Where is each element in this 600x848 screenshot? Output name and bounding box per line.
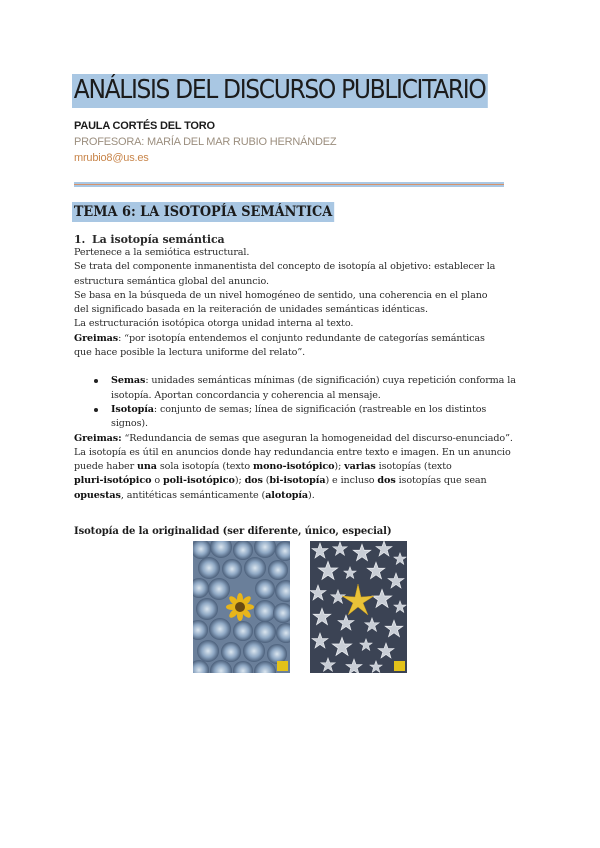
document-title: ANÁLISIS DEL DISCURSO PUBLICITARIO bbox=[72, 74, 488, 108]
section-heading bbox=[74, 233, 534, 246]
paragraph: opuestas, antitéticas semánticamente (alotopía). bbox=[74, 489, 315, 501]
bold-term: Greimas: bbox=[74, 432, 122, 444]
header-divider bbox=[74, 182, 504, 187]
bullet-list bbox=[74, 374, 534, 431]
professor-email: mrubio8@us.es bbox=[74, 152, 149, 164]
list-item: Semas: unidades semánticas mínimas (de significación) cuya repetición conforma la isotopía. Aportan concordancia y coherencia al mensaje. bbox=[74, 374, 534, 403]
bold-term: Greimas bbox=[74, 332, 119, 344]
paragraph: La estructuración isotópica otorga unidad interna al texto. bbox=[74, 318, 354, 330]
bold-term: Semas bbox=[111, 375, 146, 387]
paragraph: Se basa en la búsqueda de un nivel homogéneo de sentido, una coherencia en el plano bbox=[74, 289, 488, 301]
paragraph: puede haber una sola isotopía (texto mono-isotópico); varias isotopías (texto bbox=[74, 461, 452, 473]
topic-heading: TEMA 6: LA ISOTOPÍA SEMÁNTICA bbox=[73, 204, 333, 220]
ad-image-sunflower bbox=[193, 541, 290, 673]
section-title: La isotopía semántica bbox=[92, 233, 225, 246]
quote-greimas: Greimas: “por isotopía entendemos el conjunto redundante de categorías semánticas bbox=[74, 332, 485, 344]
list-item: Isotopía: conjunto de semas; línea de significación (rastreable en los distintos signos). bbox=[74, 403, 534, 432]
paragraph: Se trata del componente inmanentista del concepto de isotopía al objetivo: establecer la bbox=[74, 261, 496, 273]
paragraph: Pertenece a la semiótica estructural. bbox=[74, 247, 250, 258]
body-text bbox=[74, 233, 534, 503]
bold-term: Isotopía bbox=[111, 403, 154, 415]
paragraph: del significado basada en la reiteración de unidades semánticas idénticas. bbox=[74, 304, 428, 316]
subsection-heading: Isotopía de la originalidad (ser diferente, único, especial) bbox=[74, 526, 392, 537]
paragraph: estructura semántica global del anuncio. bbox=[74, 275, 269, 287]
paragraph: pluri-isotópico o poli-isotópico); dos (bi-isotopía) e incluso dos isotopías que sean bbox=[74, 475, 487, 487]
quote-greimas: Greimas: “Redundancia de semas que aseguran la homogeneidad del discurso-enunciado”. bbox=[74, 432, 513, 444]
paragraph: que hace posible la lectura uniforme del relato”. bbox=[74, 347, 306, 359]
ad-image-starfish bbox=[310, 541, 407, 673]
paragraph: La isotopía es útil en anuncios donde hay redundancia entre texto e imagen. En un anuncio bbox=[74, 446, 511, 458]
author-name: PAULA CORTÉS DEL TORO bbox=[74, 120, 215, 132]
section-number: 1. bbox=[74, 233, 86, 246]
professor-name: PROFESORA: MARÍA DEL MAR RUBIO HERNÁNDEZ bbox=[74, 136, 337, 148]
